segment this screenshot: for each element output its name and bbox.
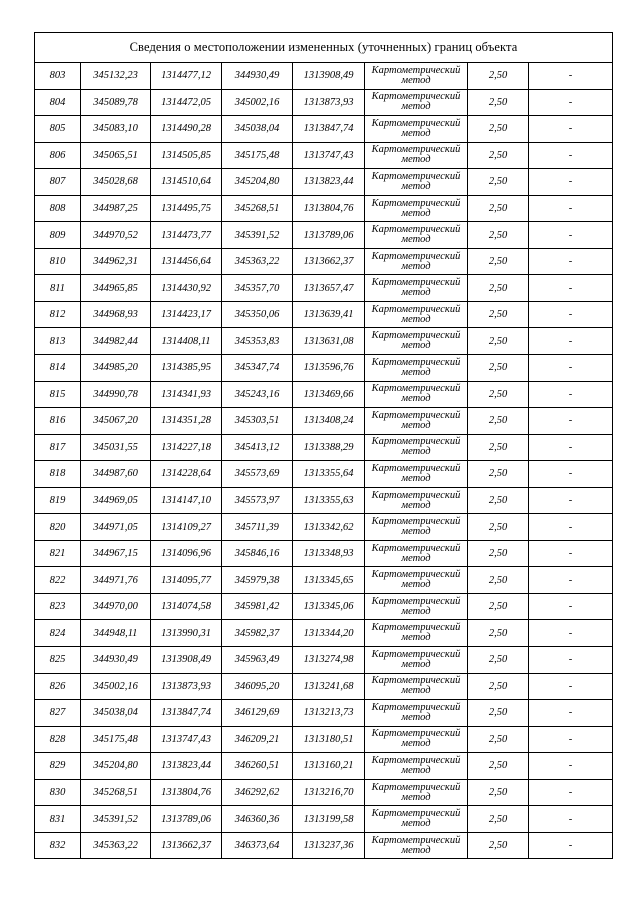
point-number-cell: 811 xyxy=(35,275,81,302)
method-cell: Картометрический метод xyxy=(365,142,468,169)
note-cell: - xyxy=(529,753,613,780)
accuracy-cell: 2,50 xyxy=(468,753,529,780)
table-row xyxy=(35,381,613,408)
table-row xyxy=(35,753,613,780)
table-row xyxy=(35,248,613,275)
point-number-cell: 803 xyxy=(35,63,81,90)
accuracy-cell: 2,50 xyxy=(468,779,529,806)
table-row xyxy=(35,89,613,116)
refined-x-cell: 345982,37 xyxy=(222,620,293,647)
point-number-cell: 828 xyxy=(35,726,81,753)
refined-x-cell: 345391,52 xyxy=(222,222,293,249)
table-row xyxy=(35,700,613,727)
existing-y-cell: 1314227,18 xyxy=(151,434,222,461)
refined-y-cell: 1313662,37 xyxy=(293,248,365,275)
refined-y-cell: 1313596,76 xyxy=(293,355,365,382)
existing-x-cell: 344982,44 xyxy=(81,328,151,355)
table-row xyxy=(35,461,613,488)
table-row xyxy=(35,301,613,328)
existing-x-cell: 345391,52 xyxy=(81,806,151,833)
note-cell: - xyxy=(529,593,613,620)
point-number-cell: 829 xyxy=(35,753,81,780)
point-number-cell: 810 xyxy=(35,248,81,275)
refined-y-cell: 1313216,70 xyxy=(293,779,365,806)
existing-y-cell: 1314109,27 xyxy=(151,514,222,541)
existing-y-cell: 1314510,64 xyxy=(151,169,222,196)
accuracy-cell: 2,50 xyxy=(468,567,529,594)
point-number-cell: 823 xyxy=(35,593,81,620)
point-number-cell: 815 xyxy=(35,381,81,408)
refined-y-cell: 1313180,51 xyxy=(293,726,365,753)
point-number-cell: 826 xyxy=(35,673,81,700)
method-cell: Картометрический метод xyxy=(365,328,468,355)
refined-x-cell: 345963,49 xyxy=(222,647,293,674)
refined-y-cell: 1313345,65 xyxy=(293,567,365,594)
existing-x-cell: 344962,31 xyxy=(81,248,151,275)
note-cell: - xyxy=(529,514,613,541)
point-number-cell: 830 xyxy=(35,779,81,806)
boundary-coordinates-table xyxy=(34,32,613,859)
existing-x-cell: 345268,51 xyxy=(81,779,151,806)
point-number-cell: 813 xyxy=(35,328,81,355)
existing-y-cell: 1313789,06 xyxy=(151,806,222,833)
refined-y-cell: 1313342,62 xyxy=(293,514,365,541)
refined-y-cell: 1313160,21 xyxy=(293,753,365,780)
existing-y-cell: 1313990,31 xyxy=(151,620,222,647)
method-cell: Картометрический метод xyxy=(365,753,468,780)
table-row xyxy=(35,116,613,143)
refined-x-cell: 346373,64 xyxy=(222,832,293,859)
accuracy-cell: 2,50 xyxy=(468,381,529,408)
method-cell: Картометрический метод xyxy=(365,355,468,382)
existing-x-cell: 344968,93 xyxy=(81,301,151,328)
note-cell: - xyxy=(529,381,613,408)
refined-x-cell: 345353,83 xyxy=(222,328,293,355)
existing-x-cell: 345065,51 xyxy=(81,142,151,169)
refined-x-cell: 345243,16 xyxy=(222,381,293,408)
accuracy-cell: 2,50 xyxy=(468,116,529,143)
existing-x-cell: 344930,49 xyxy=(81,647,151,674)
method-cell: Картометрический метод xyxy=(365,700,468,727)
refined-x-cell: 345303,51 xyxy=(222,408,293,435)
existing-y-cell: 1314472,05 xyxy=(151,89,222,116)
refined-y-cell: 1313345,06 xyxy=(293,593,365,620)
method-cell: Картометрический метод xyxy=(365,301,468,328)
method-cell: Картометрический метод xyxy=(365,461,468,488)
document-page xyxy=(34,32,612,859)
existing-x-cell: 344971,76 xyxy=(81,567,151,594)
note-cell: - xyxy=(529,832,613,859)
table-row xyxy=(35,647,613,674)
existing-y-cell: 1314074,58 xyxy=(151,593,222,620)
note-cell: - xyxy=(529,726,613,753)
accuracy-cell: 2,50 xyxy=(468,487,529,514)
accuracy-cell: 2,50 xyxy=(468,63,529,90)
refined-x-cell: 346209,21 xyxy=(222,726,293,753)
existing-x-cell: 344969,05 xyxy=(81,487,151,514)
note-cell: - xyxy=(529,222,613,249)
table-row xyxy=(35,806,613,833)
refined-y-cell: 1313344,20 xyxy=(293,620,365,647)
method-cell: Картометрический метод xyxy=(365,222,468,249)
accuracy-cell: 2,50 xyxy=(468,248,529,275)
refined-y-cell: 1313388,29 xyxy=(293,434,365,461)
note-cell: - xyxy=(529,301,613,328)
refined-x-cell: 345002,16 xyxy=(222,89,293,116)
note-cell: - xyxy=(529,487,613,514)
table-row xyxy=(35,355,613,382)
refined-x-cell: 345573,97 xyxy=(222,487,293,514)
point-number-cell: 816 xyxy=(35,408,81,435)
existing-x-cell: 345083,10 xyxy=(81,116,151,143)
note-cell: - xyxy=(529,89,613,116)
point-number-cell: 806 xyxy=(35,142,81,169)
table-row xyxy=(35,726,613,753)
note-cell: - xyxy=(529,275,613,302)
existing-x-cell: 344948,11 xyxy=(81,620,151,647)
accuracy-cell: 2,50 xyxy=(468,514,529,541)
refined-y-cell: 1313213,73 xyxy=(293,700,365,727)
existing-y-cell: 1314096,96 xyxy=(151,540,222,567)
point-number-cell: 805 xyxy=(35,116,81,143)
accuracy-cell: 2,50 xyxy=(468,700,529,727)
refined-x-cell: 345846,16 xyxy=(222,540,293,567)
table-row xyxy=(35,408,613,435)
existing-y-cell: 1314430,92 xyxy=(151,275,222,302)
point-number-cell: 814 xyxy=(35,355,81,382)
point-number-cell: 818 xyxy=(35,461,81,488)
accuracy-cell: 2,50 xyxy=(468,673,529,700)
refined-x-cell: 345711,39 xyxy=(222,514,293,541)
table-row xyxy=(35,567,613,594)
table-row xyxy=(35,275,613,302)
existing-y-cell: 1313823,44 xyxy=(151,753,222,780)
existing-x-cell: 344971,05 xyxy=(81,514,151,541)
refined-x-cell: 345204,80 xyxy=(222,169,293,196)
existing-y-cell: 1314147,10 xyxy=(151,487,222,514)
note-cell: - xyxy=(529,779,613,806)
refined-y-cell: 1313639,41 xyxy=(293,301,365,328)
method-cell: Картометрический метод xyxy=(365,567,468,594)
accuracy-cell: 2,50 xyxy=(468,195,529,222)
refined-y-cell: 1313747,43 xyxy=(293,142,365,169)
note-cell: - xyxy=(529,673,613,700)
refined-y-cell: 1313348,93 xyxy=(293,540,365,567)
existing-y-cell: 1313662,37 xyxy=(151,832,222,859)
accuracy-cell: 2,50 xyxy=(468,355,529,382)
refined-y-cell: 1313241,68 xyxy=(293,673,365,700)
refined-x-cell: 346095,20 xyxy=(222,673,293,700)
refined-x-cell: 345175,48 xyxy=(222,142,293,169)
accuracy-cell: 2,50 xyxy=(468,89,529,116)
table-title: Сведения о местоположении измененных (уточненных) границ объекта xyxy=(35,33,613,63)
method-cell: Картометрический метод xyxy=(365,408,468,435)
note-cell: - xyxy=(529,355,613,382)
existing-y-cell: 1314477,12 xyxy=(151,63,222,90)
refined-x-cell: 345038,04 xyxy=(222,116,293,143)
existing-x-cell: 344990,78 xyxy=(81,381,151,408)
refined-x-cell: 346129,69 xyxy=(222,700,293,727)
method-cell: Картометрический метод xyxy=(365,195,468,222)
accuracy-cell: 2,50 xyxy=(468,832,529,859)
method-cell: Картометрический метод xyxy=(365,726,468,753)
refined-x-cell: 346260,51 xyxy=(222,753,293,780)
existing-y-cell: 1314423,17 xyxy=(151,301,222,328)
method-cell: Картометрический метод xyxy=(365,540,468,567)
refined-y-cell: 1313408,24 xyxy=(293,408,365,435)
note-cell: - xyxy=(529,63,613,90)
table-row xyxy=(35,222,613,249)
table-row xyxy=(35,514,613,541)
point-number-cell: 822 xyxy=(35,567,81,594)
refined-x-cell: 345413,12 xyxy=(222,434,293,461)
point-number-cell: 821 xyxy=(35,540,81,567)
existing-y-cell: 1314495,75 xyxy=(151,195,222,222)
refined-y-cell: 1313469,66 xyxy=(293,381,365,408)
note-cell: - xyxy=(529,806,613,833)
point-number-cell: 827 xyxy=(35,700,81,727)
note-cell: - xyxy=(529,328,613,355)
existing-x-cell: 345031,55 xyxy=(81,434,151,461)
refined-y-cell: 1313355,64 xyxy=(293,461,365,488)
table-row xyxy=(35,620,613,647)
refined-y-cell: 1313908,49 xyxy=(293,63,365,90)
existing-y-cell: 1314505,85 xyxy=(151,142,222,169)
accuracy-cell: 2,50 xyxy=(468,647,529,674)
method-cell: Картометрический метод xyxy=(365,248,468,275)
table-row xyxy=(35,673,613,700)
existing-y-cell: 1314473,77 xyxy=(151,222,222,249)
method-cell: Картометрический метод xyxy=(365,63,468,90)
existing-y-cell: 1314385,95 xyxy=(151,355,222,382)
table-row xyxy=(35,593,613,620)
existing-x-cell: 344967,15 xyxy=(81,540,151,567)
note-cell: - xyxy=(529,116,613,143)
note-cell: - xyxy=(529,434,613,461)
point-number-cell: 812 xyxy=(35,301,81,328)
point-number-cell: 831 xyxy=(35,806,81,833)
method-cell: Картометрический метод xyxy=(365,647,468,674)
method-cell: Картометрический метод xyxy=(365,381,468,408)
existing-x-cell: 345175,48 xyxy=(81,726,151,753)
refined-x-cell: 345981,42 xyxy=(222,593,293,620)
existing-x-cell: 345089,78 xyxy=(81,89,151,116)
existing-y-cell: 1314095,77 xyxy=(151,567,222,594)
note-cell: - xyxy=(529,620,613,647)
refined-y-cell: 1313631,08 xyxy=(293,328,365,355)
existing-x-cell: 345363,22 xyxy=(81,832,151,859)
existing-y-cell: 1314228,64 xyxy=(151,461,222,488)
existing-y-cell: 1314341,93 xyxy=(151,381,222,408)
point-number-cell: 804 xyxy=(35,89,81,116)
table-body xyxy=(35,33,613,859)
note-cell: - xyxy=(529,408,613,435)
existing-x-cell: 344965,85 xyxy=(81,275,151,302)
existing-x-cell: 345038,04 xyxy=(81,700,151,727)
refined-y-cell: 1313804,76 xyxy=(293,195,365,222)
existing-y-cell: 1313908,49 xyxy=(151,647,222,674)
point-number-cell: 808 xyxy=(35,195,81,222)
note-cell: - xyxy=(529,461,613,488)
table-row xyxy=(35,779,613,806)
refined-x-cell: 345363,22 xyxy=(222,248,293,275)
point-number-cell: 807 xyxy=(35,169,81,196)
method-cell: Картометрический метод xyxy=(365,116,468,143)
accuracy-cell: 2,50 xyxy=(468,461,529,488)
point-number-cell: 809 xyxy=(35,222,81,249)
table-row xyxy=(35,328,613,355)
refined-x-cell: 346360,36 xyxy=(222,806,293,833)
refined-y-cell: 1313199,58 xyxy=(293,806,365,833)
method-cell: Картометрический метод xyxy=(365,434,468,461)
existing-y-cell: 1314456,64 xyxy=(151,248,222,275)
accuracy-cell: 2,50 xyxy=(468,222,529,249)
refined-y-cell: 1313274,98 xyxy=(293,647,365,674)
table-row xyxy=(35,540,613,567)
existing-x-cell: 345132,23 xyxy=(81,63,151,90)
method-cell: Картометрический метод xyxy=(365,620,468,647)
existing-x-cell: 345204,80 xyxy=(81,753,151,780)
existing-y-cell: 1314490,28 xyxy=(151,116,222,143)
note-cell: - xyxy=(529,567,613,594)
point-number-cell: 817 xyxy=(35,434,81,461)
table-row xyxy=(35,832,613,859)
refined-y-cell: 1313657,47 xyxy=(293,275,365,302)
accuracy-cell: 2,50 xyxy=(468,328,529,355)
note-cell: - xyxy=(529,169,613,196)
accuracy-cell: 2,50 xyxy=(468,434,529,461)
table-row xyxy=(35,195,613,222)
existing-x-cell: 344970,00 xyxy=(81,593,151,620)
existing-y-cell: 1313873,93 xyxy=(151,673,222,700)
method-cell: Картометрический метод xyxy=(365,673,468,700)
method-cell: Картометрический метод xyxy=(365,514,468,541)
refined-y-cell: 1313847,74 xyxy=(293,116,365,143)
existing-y-cell: 1313847,74 xyxy=(151,700,222,727)
refined-y-cell: 1313237,36 xyxy=(293,832,365,859)
method-cell: Картометрический метод xyxy=(365,832,468,859)
existing-x-cell: 344987,25 xyxy=(81,195,151,222)
refined-y-cell: 1313789,06 xyxy=(293,222,365,249)
point-number-cell: 820 xyxy=(35,514,81,541)
note-cell: - xyxy=(529,700,613,727)
existing-x-cell: 344970,52 xyxy=(81,222,151,249)
table-row xyxy=(35,169,613,196)
refined-x-cell: 345347,74 xyxy=(222,355,293,382)
note-cell: - xyxy=(529,142,613,169)
method-cell: Картометрический метод xyxy=(365,275,468,302)
refined-x-cell: 345268,51 xyxy=(222,195,293,222)
method-cell: Картометрический метод xyxy=(365,89,468,116)
refined-y-cell: 1313873,93 xyxy=(293,89,365,116)
accuracy-cell: 2,50 xyxy=(468,620,529,647)
method-cell: Картометрический метод xyxy=(365,779,468,806)
accuracy-cell: 2,50 xyxy=(468,806,529,833)
table-title-row xyxy=(35,33,613,63)
refined-y-cell: 1313355,63 xyxy=(293,487,365,514)
accuracy-cell: 2,50 xyxy=(468,142,529,169)
table-row xyxy=(35,487,613,514)
accuracy-cell: 2,50 xyxy=(468,169,529,196)
refined-x-cell: 345357,70 xyxy=(222,275,293,302)
existing-y-cell: 1313804,76 xyxy=(151,779,222,806)
accuracy-cell: 2,50 xyxy=(468,540,529,567)
note-cell: - xyxy=(529,248,613,275)
existing-x-cell: 345028,68 xyxy=(81,169,151,196)
method-cell: Картометрический метод xyxy=(365,169,468,196)
accuracy-cell: 2,50 xyxy=(468,593,529,620)
point-number-cell: 832 xyxy=(35,832,81,859)
note-cell: - xyxy=(529,540,613,567)
refined-x-cell: 344930,49 xyxy=(222,63,293,90)
accuracy-cell: 2,50 xyxy=(468,301,529,328)
refined-x-cell: 345350,06 xyxy=(222,301,293,328)
table-row xyxy=(35,434,613,461)
existing-y-cell: 1313747,43 xyxy=(151,726,222,753)
existing-x-cell: 344987,60 xyxy=(81,461,151,488)
existing-y-cell: 1314351,28 xyxy=(151,408,222,435)
note-cell: - xyxy=(529,647,613,674)
refined-x-cell: 346292,62 xyxy=(222,779,293,806)
point-number-cell: 825 xyxy=(35,647,81,674)
method-cell: Картометрический метод xyxy=(365,593,468,620)
accuracy-cell: 2,50 xyxy=(468,275,529,302)
accuracy-cell: 2,50 xyxy=(468,408,529,435)
refined-y-cell: 1313823,44 xyxy=(293,169,365,196)
existing-x-cell: 345067,20 xyxy=(81,408,151,435)
table-row xyxy=(35,63,613,90)
point-number-cell: 824 xyxy=(35,620,81,647)
note-cell: - xyxy=(529,195,613,222)
existing-x-cell: 345002,16 xyxy=(81,673,151,700)
refined-x-cell: 345979,38 xyxy=(222,567,293,594)
table-row xyxy=(35,142,613,169)
existing-y-cell: 1314408,11 xyxy=(151,328,222,355)
refined-x-cell: 345573,69 xyxy=(222,461,293,488)
method-cell: Картометрический метод xyxy=(365,806,468,833)
method-cell: Картометрический метод xyxy=(365,487,468,514)
existing-x-cell: 344985,20 xyxy=(81,355,151,382)
accuracy-cell: 2,50 xyxy=(468,726,529,753)
point-number-cell: 819 xyxy=(35,487,81,514)
